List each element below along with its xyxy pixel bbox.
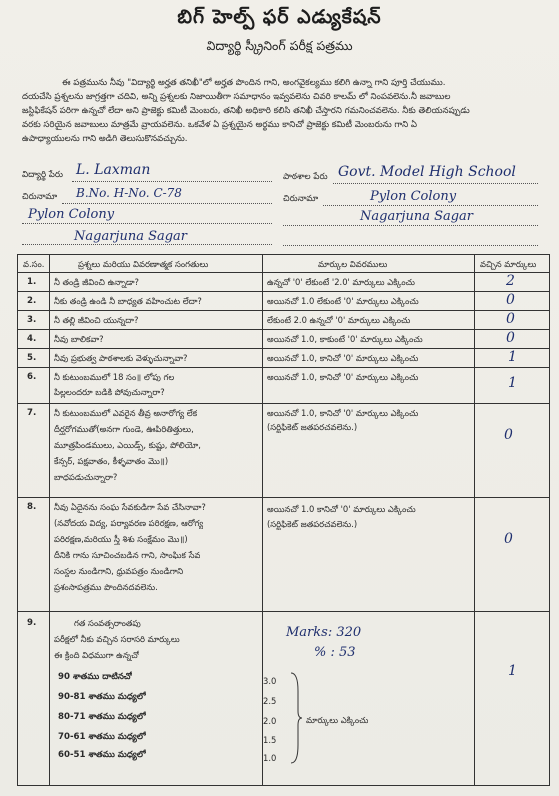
row-9-band: 90-81 శాతము మధ్యలో <box>58 692 146 702</box>
row-8-score: 0 <box>504 531 513 547</box>
row-1-marks: ఉన్నచో '0' లేకుంటే '2.0' మార్కులు ఎక్కించు <box>267 277 415 287</box>
row-divider <box>18 272 549 273</box>
row-divider <box>18 611 549 612</box>
row-8-marks-note: (సర్టిఫికెట్ జతపరచవలెను.) <box>267 519 358 529</box>
address-line-6 <box>283 245 538 246</box>
row-4-question: నీవు బాలికవా? <box>54 334 104 344</box>
row-2-marks: అయినచో 1.0 లేకుంటే '0' మార్కులు ఎక్కించు <box>267 296 419 306</box>
row-divider <box>18 497 549 498</box>
row-3-score: 0 <box>506 311 515 327</box>
row-9-marks-label: మార్కులు ఎక్కించు <box>306 715 369 725</box>
row-9-question-line: పరీక్షలో నీకు వచ్చిన సరాసరి మార్కులు <box>54 634 180 644</box>
row-9-band: 90 శాతము దాటినచో <box>58 672 133 682</box>
address-value-3: Pylon Colony <box>28 207 115 222</box>
row-1-score: 2 <box>506 273 515 289</box>
row-divider <box>18 403 549 404</box>
student-name-value: L. Laxman <box>76 162 151 178</box>
row-5-question: నీవు ప్రభుత్వ పాఠశాలకు వెళ్ళుచున్నావా? <box>54 353 188 363</box>
row-7-marks: అయినచో 1.0, కానిచో '0' మార్కులు ఎక్కించు <box>267 408 419 418</box>
row-9-mark-value: 2.0 <box>263 716 277 726</box>
address-value-5: Nagarjuna Sagar <box>74 229 188 244</box>
instruction-line: దయచేసి ప్రశ్నలను జాగ్రత్తగా చదివి, అన్ని ప్రశ్నలకు నిజాయితీగా సమాధానం ఇవ్వవలెను చివరి కాలమ్ లో నింపవలెను.నీ జవాబుల <box>22 92 451 102</box>
row-6-marks: అయినచో 1.0, కానిచో '0' మార్కులు ఎక్కించు <box>267 372 419 382</box>
instruction-line: ఈ పత్రమును నీవు "విద్యార్థి అర్హత తనిఖీ"లో అర్హత పొందిన గాని, అంగవైకల్యము కలిగి ఉన్నా గాని పూర్తి చేయుము. <box>62 78 446 88</box>
row-8-question-line: నీవు ఏదైనను సంఘ సేవకుడిగా సేవ చేసినావా? <box>54 502 206 512</box>
row-6-score: 1 <box>508 375 517 391</box>
address-label-2: చిరునామా <box>283 194 319 204</box>
address-line-1 <box>62 203 272 204</box>
row-9-brace <box>289 671 303 765</box>
row-7-question-line: మూత్రపిండములు, ఎయిడ్స్, కుష్టు, పోలియో, <box>54 440 201 450</box>
row-8-question-line: ప్రశంసాపత్రము పొందినదవలెను. <box>54 582 158 592</box>
form-subtitle: విద్యార్థి స్క్రీనింగ్ పరీక్ష పత్రము <box>206 38 353 53</box>
row-9-question-line: ఈ క్రింది విధముగా ఉన్నచో <box>54 650 140 660</box>
row-9-number: 9. <box>27 618 37 628</box>
row-3-marks: లేకుంటే 2.0 ఉన్నచో '0' మార్కులు ఎక్కించు <box>267 315 411 325</box>
row-divider <box>18 329 549 330</box>
row-7-question-line: బాధపడుచున్నారా? <box>54 472 118 482</box>
school-name-value: Govt. Model High School <box>338 164 516 180</box>
header-marks-detail: మార్కుల వివరములు <box>318 259 388 269</box>
row-1-number: 1. <box>27 277 37 287</box>
row-3-number: 3. <box>27 315 37 325</box>
instruction-line: జస్టిఫికేషన్ పరిగా ఉన్నచో లేదా అని ప్రాజెక్టు కమిటీ మెంబరు, తనిఖీ అధికారి కలిసి తనిఖీ చేస్తారని గమనించవలెను. నీకు తెలియనప్పుడు <box>22 106 470 116</box>
row-divider <box>18 348 549 349</box>
row-7-score: 0 <box>504 427 513 443</box>
row-2-score: 0 <box>506 292 515 308</box>
row-4-score: 0 <box>506 330 515 346</box>
row-6-number: 6. <box>27 372 37 382</box>
school-name-label: పాఠశాల పేరు <box>283 172 328 182</box>
row-9-mark-value: 2.5 <box>263 696 277 706</box>
screening-table <box>17 254 550 786</box>
row-4-marks: అయినచో 1.0, కాకుంటే '0' మార్కులు ఎక్కించు <box>267 334 423 344</box>
row-4-number: 4. <box>27 334 37 344</box>
address-value-2: Pylon Colony <box>370 189 457 204</box>
row-3-question: నీ తల్లి జీవించి యున్నదా? <box>54 315 139 325</box>
row-9-mark-value: 1.5 <box>263 735 277 745</box>
row-5-score: 1 <box>508 349 517 365</box>
address-line-4 <box>283 225 538 226</box>
address-value-4: Nagarjuna Sagar <box>360 209 474 224</box>
row-9-question-line: గత సంవత్సరాంతపు <box>74 618 141 628</box>
row-9-score: 1 <box>508 663 517 679</box>
school-name-line <box>333 183 538 184</box>
form-title: బిగ్ హెల్ప్ ఫర్ ఎడ్యుకేషన్ <box>177 6 382 28</box>
row-7-question-line: కేన్సర్, పక్షవాతం, కీళ్ళవాతం మొ॥) <box>54 456 169 466</box>
row-divider <box>18 367 549 368</box>
address-line-3 <box>22 223 272 224</box>
student-name-label: విద్యార్థి పేరు <box>22 170 63 180</box>
row-7-number: 7. <box>27 408 37 418</box>
row-8-question-line: పరిరక్షణ,మరియు స్త్రీ శిశు సంక్షేమం మొ॥) <box>54 534 188 544</box>
column-divider <box>474 255 475 785</box>
row-2-question: నీకు తండ్రి ఉండి నీ బాధ్యత వహించుట లేదా? <box>54 296 202 306</box>
row-divider <box>18 291 549 292</box>
header-question: ప్రశ్నలు మరియు వివరణాత్మక సంగతులు <box>78 259 209 269</box>
row-8-marks: అయినచో 1.0 కానిచో '0' మార్కులు ఎక్కించు <box>267 504 416 514</box>
row-9-mark-value: 3.0 <box>263 676 277 686</box>
row-9-band: 70-61 శాతము మధ్యలో <box>58 732 146 742</box>
address-line-2 <box>323 205 538 206</box>
row-6-question-line: పిల్లలందరూ బడికి పోవుచున్నారా? <box>54 387 165 397</box>
row-5-number: 5. <box>27 353 37 363</box>
column-divider <box>49 255 50 785</box>
row-9-percent-note: % : 53 <box>314 645 356 660</box>
row-divider <box>18 310 549 311</box>
address-label: చిరునామా <box>22 192 58 202</box>
instruction-line: ఉపాధ్యాయులను గాని అడిగి తెలుసుకొనవచ్చును. <box>22 134 188 144</box>
student-name-line <box>72 181 272 182</box>
row-8-number: 8. <box>27 502 37 512</box>
row-7-question-line: నీ కుటుంబములో ఎవరైన తీవ్ర అనారోగ్య లేక <box>54 408 198 418</box>
address-value-1: B.No. H-No. C-78 <box>76 186 182 200</box>
row-9-band: 60-51 శాతము మధ్యలో <box>58 750 146 760</box>
row-8-question-line: (నవోదయ విద్య, పర్యావరణ పరిరక్షణ, ఆరోగ్య <box>54 518 204 528</box>
row-7-marks-note: (సర్టిఫికెట్ జతపరచవలెను.) <box>267 422 358 432</box>
instruction-line: వరకు సరియైన జవాబులు మాత్రమే వ్రాయవలెను. ఒకవేళ ఏ ప్రశ్నయైన అర్థము కానిచో ప్రాజెక్టు కమిటీ మెంబరును గాని ఏ <box>22 120 417 130</box>
row-9-band: 80-71 శాతము మధ్యలో <box>58 712 146 722</box>
row-2-number: 2. <box>27 296 37 306</box>
header-marks-obtained: వచ్చిన మార్కులు <box>480 259 537 269</box>
instructions-paragraph <box>22 76 538 146</box>
row-9-mark-value: 1.0 <box>263 753 277 763</box>
row-9-marks-note: Marks: 320 <box>286 625 362 640</box>
row-8-question-line: దీనికి గాను సూచించబడిన గాని, సాంఘిక సేవ <box>54 550 201 560</box>
row-5-marks: అయినచో 1.0, కానిచో '0' మార్కులు ఎక్కించు <box>267 353 419 363</box>
row-6-question-line: నీ కుటుంబములో 18 సం॥ లోపు గల <box>54 372 175 382</box>
header-serial: వ.సం. <box>23 259 45 269</box>
row-1-question: నీ తండ్రి జీవించి ఉన్నాడా? <box>54 277 140 287</box>
address-line-5 <box>22 244 272 245</box>
row-7-question-line: దీర్ఘరోగముతో(అనగా గుండె, ఊపిరితిత్తులు, <box>54 424 194 434</box>
row-8-question-line: సంస్థల నుండిగాని, ధ్రువపత్రం నుండిగాని <box>54 566 184 576</box>
